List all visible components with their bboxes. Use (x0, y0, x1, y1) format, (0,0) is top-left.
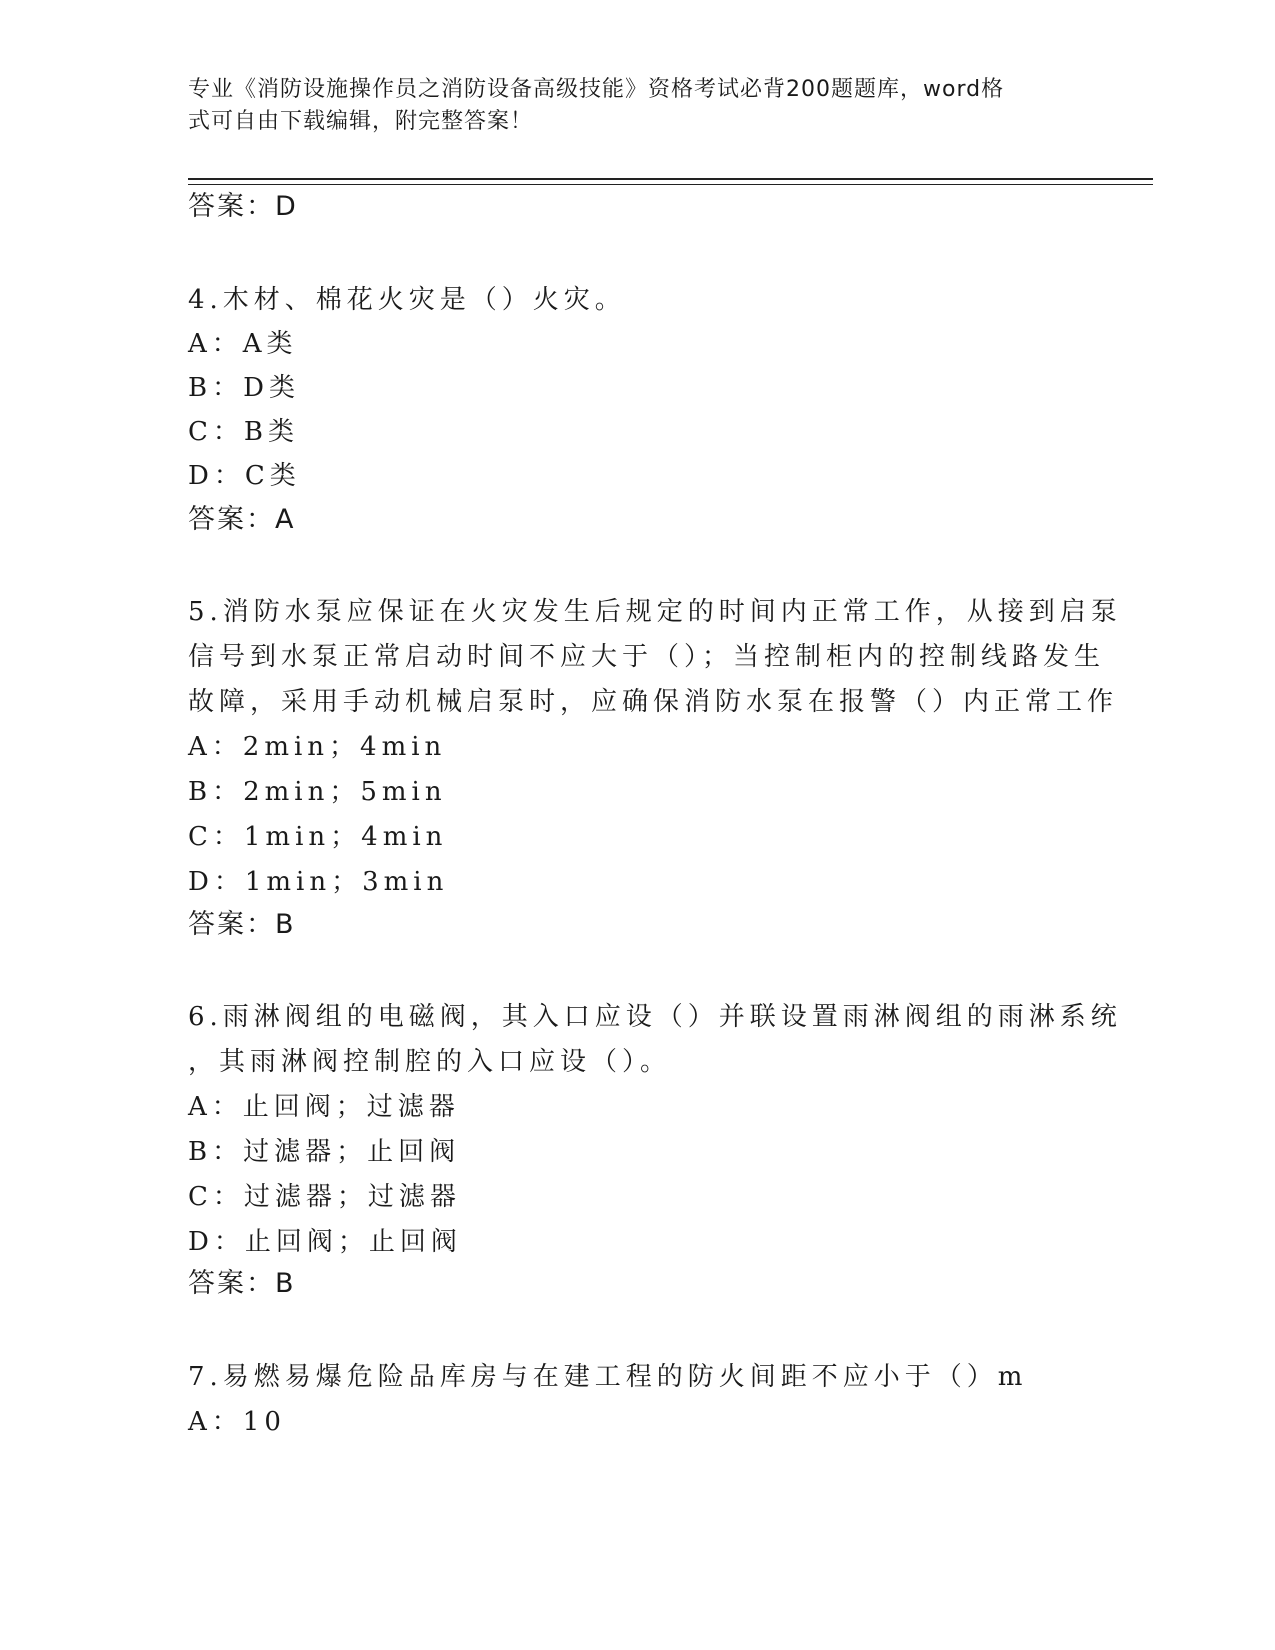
question-6-option-d: D：止回阀；止回阀 (188, 1227, 462, 1257)
question-5-option-b: B：2min；5min (188, 777, 447, 807)
question-7-stem: 7.易燃易爆危险品库房与在建工程的防火间距不应小于（）m (188, 1362, 1028, 1392)
header-divider-thin (188, 184, 1153, 185)
question-5-answer: 答案：B (188, 909, 296, 940)
question-4-option-c: C：B类 (188, 417, 300, 447)
question-4-option-a: A：A类 (188, 329, 298, 359)
question-5-stem-line-1: 5.消防水泵应保证在火灾发生后规定的时间内正常工作，从接到启泵 (188, 597, 1122, 627)
question-4-option-d: D：C类 (188, 461, 301, 491)
question-7-option-a: A：10 (188, 1407, 286, 1437)
question-4-answer: 答案：A (188, 504, 296, 535)
document-header (188, 74, 1068, 138)
question-6-answer: 答案：B (188, 1268, 296, 1299)
question-4-stem: 4.木材、棉花火灾是（）火灾。 (188, 285, 626, 315)
question-5-stem-line-3: 故障，采用手动机械启泵时，应确保消防水泵在报警（）内正常工作 (188, 687, 1119, 717)
question-6-stem-line-2: ，其雨淋阀控制腔的入口应设（）。 (188, 1047, 672, 1077)
question-4-option-b: B：D类 (188, 373, 300, 403)
header-line-2: 式可自由下载编辑，附完整答案！ (188, 109, 534, 134)
question-6-option-b: B：过滤器；止回阀 (188, 1137, 461, 1167)
question-6-option-c: C：过滤器；过滤器 (188, 1182, 461, 1212)
question-5-option-a: A：2min；4min (188, 732, 447, 762)
question-6-stem-line-1: 6.雨淋阀组的电磁阀，其入口应设（）并联设置雨淋阀组的雨淋系统 (188, 1002, 1122, 1032)
question-5-option-d: D：1min；3min (188, 867, 449, 897)
previous-answer: 答案：D (188, 191, 298, 222)
header-divider-thick (188, 178, 1153, 180)
question-5-option-c: C：1min；4min (188, 822, 448, 852)
question-6-option-a: A：止回阀；过滤器 (188, 1092, 460, 1122)
question-5-stem-line-2: 信号到水泵正常启动时间不应大于（）；当控制柜内的控制线路发生 (188, 642, 1106, 672)
header-line-1: 专业《消防设施操作员之消防设备高级技能》资格考试必背200题题库，word格 (188, 77, 1005, 102)
